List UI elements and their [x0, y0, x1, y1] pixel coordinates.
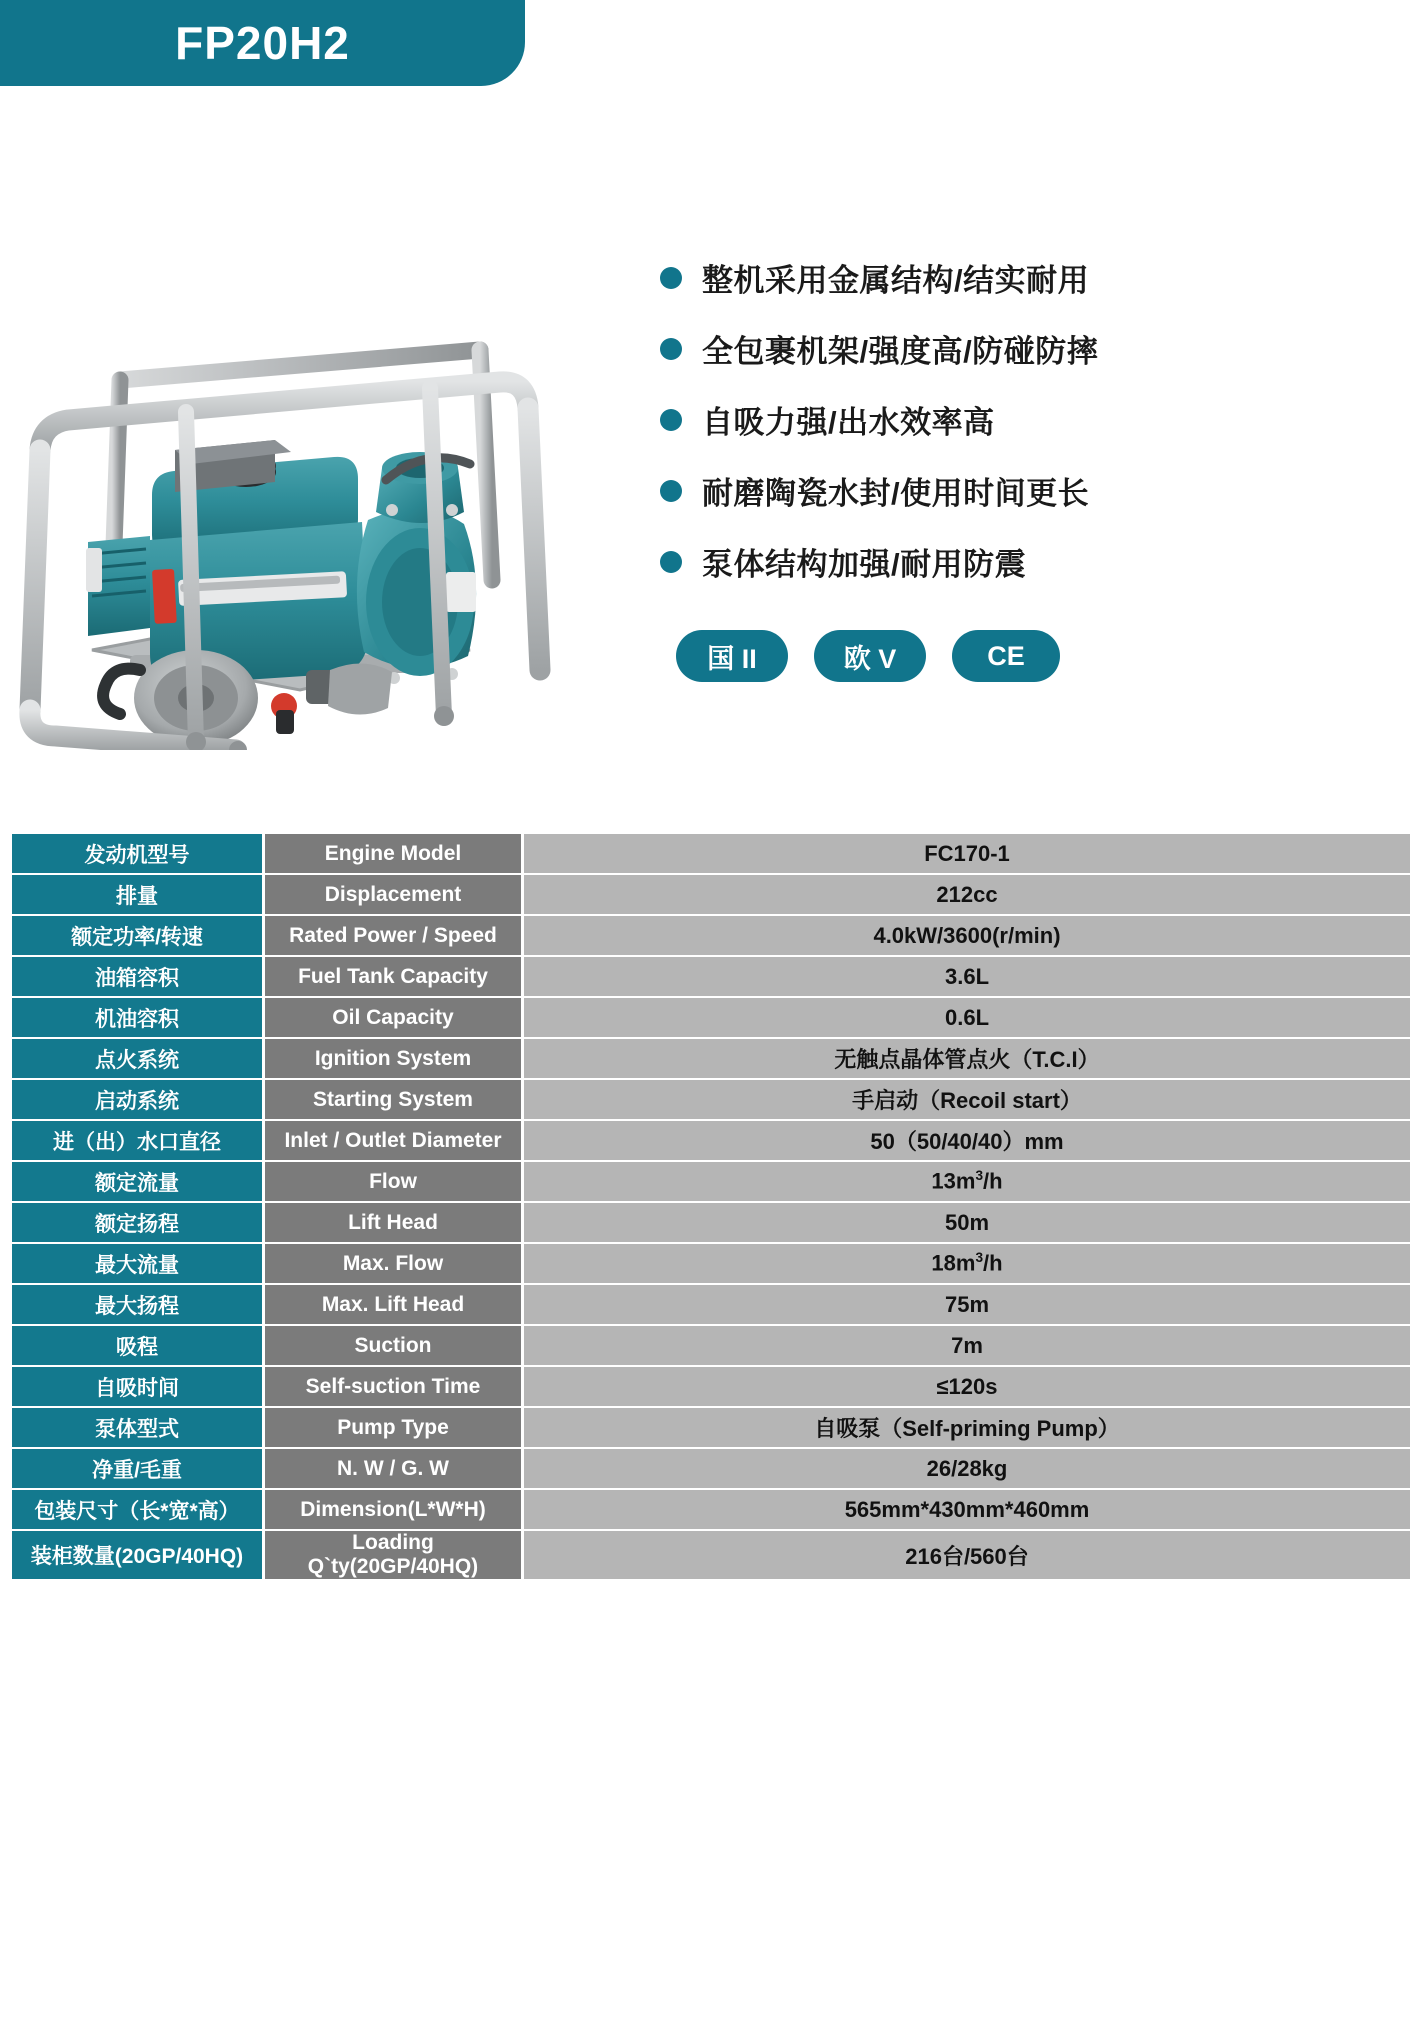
spec-value: 无触点晶体管点火（T.C.I）: [524, 1039, 1410, 1078]
table-row: [12, 1285, 1410, 1324]
bullet-dot-icon: [660, 409, 682, 431]
spec-name-cn: 额定扬程: [12, 1203, 265, 1242]
spec-name-en: Max. Flow: [265, 1244, 524, 1283]
table-row: [12, 875, 1410, 914]
spec-name-cn: 泵体型式: [12, 1408, 265, 1447]
spec-name-cn: 额定流量: [12, 1162, 265, 1201]
feature-item: [660, 255, 1400, 300]
table-row: [12, 1531, 1410, 1579]
model-title-banner: [0, 0, 525, 86]
feature-item: [660, 397, 1400, 442]
spec-name-cn: 油箱容积: [12, 957, 265, 996]
certification-badges: [676, 630, 1086, 682]
table-row: [12, 1039, 1410, 1078]
table-row: [12, 957, 1410, 996]
spec-name-en: Self-suction Time: [265, 1367, 524, 1406]
feature-item: [660, 326, 1400, 371]
spec-name-cn: 最大流量: [12, 1244, 265, 1283]
spec-name-cn: 进（出）水口直径: [12, 1121, 265, 1160]
spec-value: 4.0kW/3600(r/min): [524, 916, 1410, 955]
spec-name-en: Flow: [265, 1162, 524, 1201]
spec-name-en: Rated Power / Speed: [265, 916, 524, 955]
feature-item: [660, 539, 1400, 584]
product-image: [0, 150, 640, 750]
table-row: [12, 916, 1410, 955]
feature-label: 整机采用金属结构/结实耐用: [702, 263, 1090, 298]
spec-name-en: Oil Capacity: [265, 998, 524, 1037]
spec-value: 26/28kg: [524, 1449, 1410, 1488]
spec-name-en: Pump Type: [265, 1408, 524, 1447]
spec-value: 0.6L: [524, 998, 1410, 1037]
spec-value: 手启动（Recoil start）: [524, 1080, 1410, 1119]
spec-value: $18m^3/h$: [524, 1244, 1410, 1283]
spec-name-en: Max. Lift Head: [265, 1285, 524, 1324]
spec-value: 自吸泵（Self-priming Pump）: [524, 1408, 1410, 1447]
spec-name-cn: 机油容积: [12, 998, 265, 1037]
spec-name-en: Engine Model: [265, 834, 524, 873]
spec-value: ≤120s: [524, 1367, 1410, 1406]
spec-name-cn: 启动系统: [12, 1080, 265, 1119]
spec-value: 565mm*430mm*460mm: [524, 1490, 1410, 1529]
spec-name-cn: 装柜数量(20GP/40HQ): [12, 1531, 265, 1579]
table-row: [12, 834, 1410, 873]
feature-label: 全包裹机架/强度高/防碰防摔: [702, 334, 1099, 369]
bullet-dot-icon: [660, 551, 682, 573]
spec-name-cn: 自吸时间: [12, 1367, 265, 1406]
spec-value: 216台/560台: [524, 1531, 1410, 1579]
spec-value: FC170-1: [524, 834, 1410, 873]
spec-name-cn: 额定功率/转速: [12, 916, 265, 955]
spec-name-cn: 包装尺寸（长*宽*高）: [12, 1490, 265, 1529]
spec-name-en: Inlet / Outlet Diameter: [265, 1121, 524, 1160]
spec-name-en: Dimension(L*W*H): [265, 1490, 524, 1529]
table-row: [12, 1203, 1410, 1242]
table-row: [12, 1408, 1410, 1447]
spec-value: $13m^3/h$: [524, 1162, 1410, 1201]
spec-name-cn: 排量: [12, 875, 265, 914]
table-row: [12, 1326, 1410, 1365]
spec-name-en: Loading Q`ty(20GP/40HQ): [265, 1531, 524, 1579]
spec-name-cn: 吸程: [12, 1326, 265, 1365]
table-row: [12, 1449, 1410, 1488]
spec-name-en: Ignition System: [265, 1039, 524, 1078]
spec-value: 3.6L: [524, 957, 1410, 996]
spec-name-en: Starting System: [265, 1080, 524, 1119]
feature-label: 自吸力强/出水效率高: [702, 405, 995, 440]
table-row: [12, 1121, 1410, 1160]
spec-value: 50（50/40/40）mm: [524, 1121, 1410, 1160]
badge-euro-5: 欧 V: [814, 630, 926, 682]
table-row: [12, 1490, 1410, 1529]
feature-label: 耐磨陶瓷水封/使用时间更长: [702, 476, 1090, 511]
spec-name-cn: 点火系统: [12, 1039, 265, 1078]
table-row: [12, 1080, 1410, 1119]
feature-item: [660, 468, 1400, 513]
bullet-dot-icon: [660, 480, 682, 502]
spec-name-en: Fuel Tank Capacity: [265, 957, 524, 996]
spec-value: 75m: [524, 1285, 1410, 1324]
feature-label: 泵体结构加强/耐用防震: [702, 547, 1027, 582]
spec-name-en: Displacement: [265, 875, 524, 914]
page-title: FP20H2: [175, 17, 350, 69]
spec-name-en: Suction: [265, 1326, 524, 1365]
spec-name-en: Lift Head: [265, 1203, 524, 1242]
table-row: [12, 1244, 1410, 1283]
bullet-dot-icon: [660, 338, 682, 360]
feature-list: [660, 255, 1400, 610]
spec-value: 212cc: [524, 875, 1410, 914]
table-row: [12, 998, 1410, 1037]
spec-value: 7m: [524, 1326, 1410, 1365]
table-row: [12, 1162, 1410, 1201]
specification-table: [12, 832, 1410, 1581]
table-row: [12, 1367, 1410, 1406]
spec-name-cn: 最大扬程: [12, 1285, 265, 1324]
badge-ce: CE: [952, 630, 1060, 682]
bullet-dot-icon: [660, 267, 682, 289]
spec-name-cn: 净重/毛重: [12, 1449, 265, 1488]
spec-name-cn: 发动机型号: [12, 834, 265, 873]
spec-value: 50m: [524, 1203, 1410, 1242]
badge-guo-2: 国 II: [676, 630, 788, 682]
spec-name-en: N. W / G. W: [265, 1449, 524, 1488]
